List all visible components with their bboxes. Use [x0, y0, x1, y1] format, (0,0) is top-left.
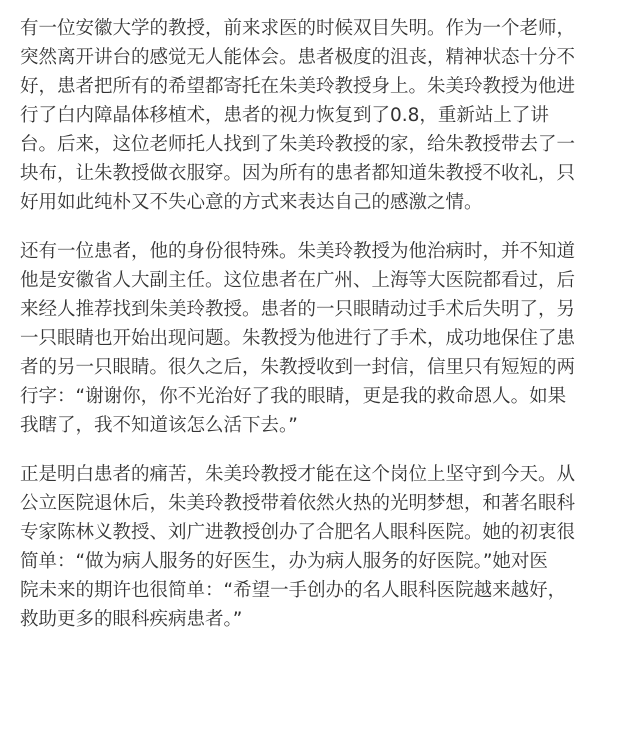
article-body — [20, 14, 625, 654]
text-line: 行字：“谢谢你，你不光治好了我的眼睛，更是我的救命恩人。如果 — [20, 386, 567, 407]
text-line: 来经人推荐找到朱美玲教授。患者的一只眼睛动过手术后失明了，另 — [20, 299, 576, 320]
text-line: 好用如此纯朴又不失心意的方式来表达自己的感激之情。 — [20, 192, 483, 213]
text-line: 公立医院退休后，朱美玲教授带着依然火热的光明梦想，和著名眼科 — [20, 493, 576, 514]
text-line: 院未来的期许也很简单：“希望一手创办的名人眼科医院越来越好， — [20, 580, 567, 601]
text-line: 正是明白患者的痛苦，朱美玲教授才能在这个岗位上坚守到今天。从 — [20, 464, 576, 485]
text-line: 者的另一只眼睛。很久之后，朱教授收到一封信，信里只有短短的两 — [20, 357, 576, 378]
text-line: 还有一位患者，他的身份很特殊。朱美玲教授为他治病时，并不知道 — [20, 241, 576, 262]
text-line: 救助更多的眼科疾病患者。” — [20, 609, 243, 630]
text-line: 我瞎了，我不知道该怎么活下去。” — [20, 415, 298, 436]
text-line: 有一位安徽大学的教授，前来求医的时候双目失明。作为一个老师， — [20, 18, 576, 39]
text-line: 块布，让朱教授做衣服穿。因为所有的患者都知道朱教授不收礼，只 — [20, 163, 576, 184]
text-line: 专家陈林义教授、刘广进教授创办了合肥名人眼科医院。她的初衷很 — [20, 522, 576, 543]
text-line: 突然离开讲台的感觉无人能体会。患者极度的沮丧，精神状态十分不 — [20, 47, 576, 68]
paragraph-1 — [20, 14, 625, 217]
text-line: 台。后来，这位老师托人找到了朱美玲教授的家，给朱教授带去了一 — [20, 134, 576, 155]
text-line: 好，患者把所有的希望都寄托在朱美玲教授身上。朱美玲教授为他进 — [20, 76, 576, 97]
text-line: 他是安徽省人大副主任。这位患者在广州、上海等大医院都看过，后 — [20, 270, 576, 291]
text-line: 行了白内障晶体移植术，患者的视力恢复到了0.8，重新站上了讲 — [20, 105, 549, 126]
text-line: 一只眼睛也开始出现问题。朱教授为他进行了手术，成功地保住了患 — [20, 328, 576, 349]
paragraph-3 — [20, 460, 625, 634]
text-line: 简单：“做为病人服务的好医生，办为病人服务的好医院。”她对医 — [20, 551, 548, 572]
paragraph-2 — [20, 237, 625, 440]
